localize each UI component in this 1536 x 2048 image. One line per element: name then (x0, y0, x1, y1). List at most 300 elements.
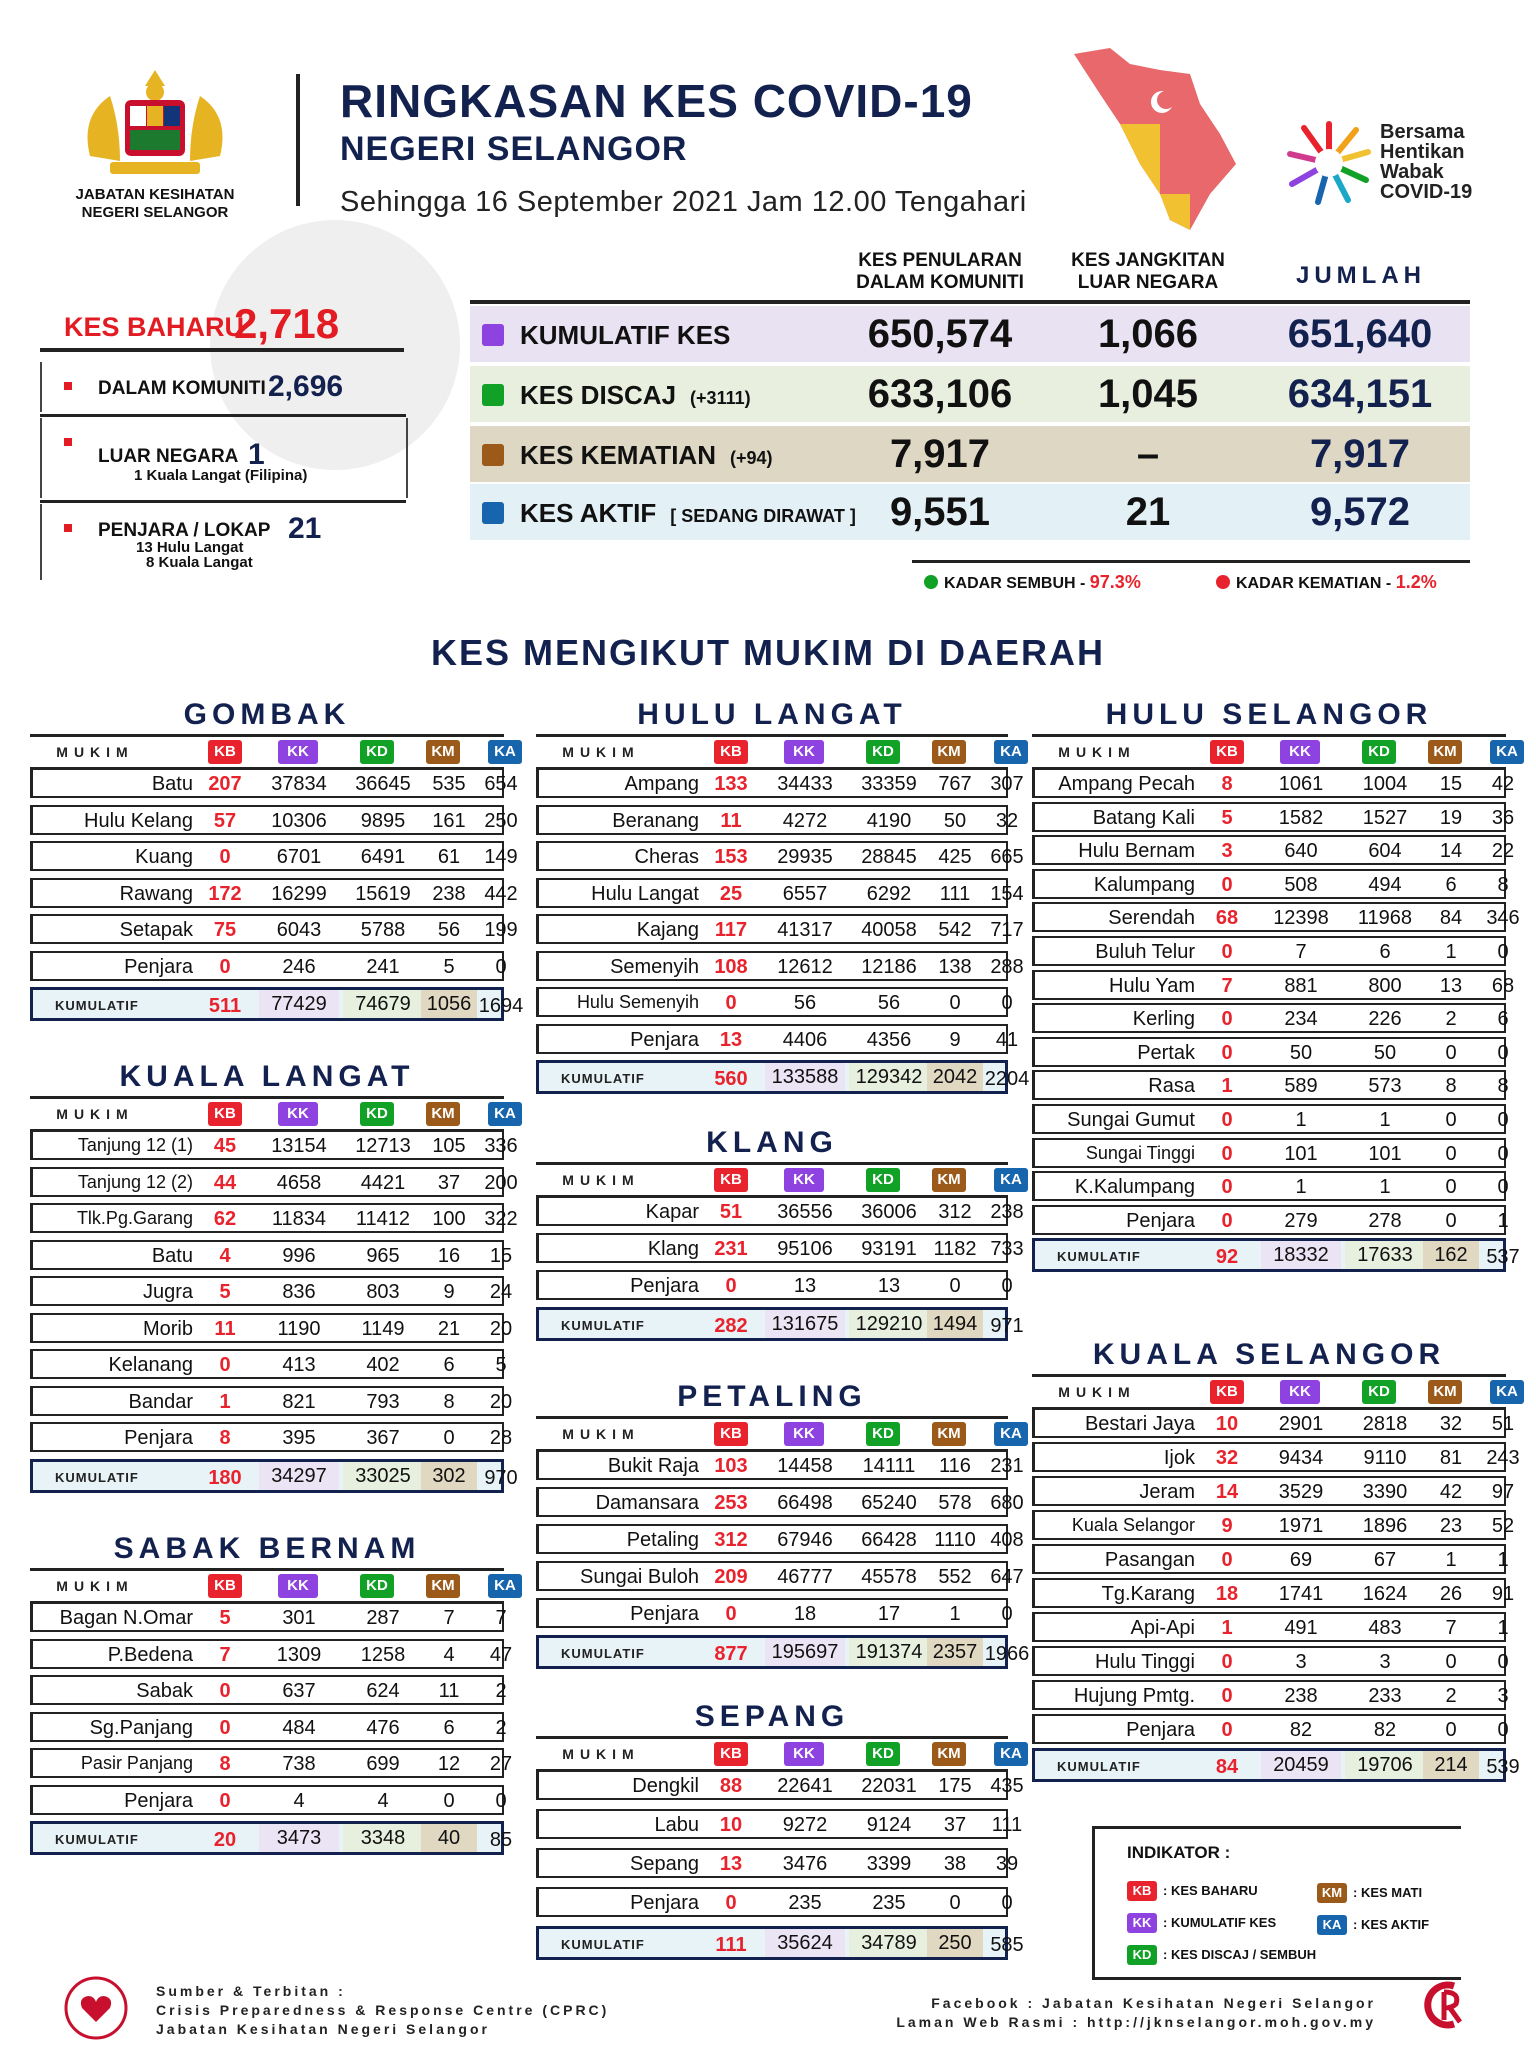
cell-ka: 1 (1497, 1617, 1509, 1639)
cell-kd: 1149 (361, 1317, 405, 1340)
cell-kk: 29935 (777, 846, 833, 868)
new-cases-underline (40, 348, 404, 352)
cell-ka: 2 (495, 1716, 507, 1739)
cumulative-kb: 20 (213, 1829, 237, 1851)
cell-kk: 6043 (276, 919, 322, 941)
table-row (1032, 1714, 1509, 1744)
cell-km: 23 (1439, 1515, 1463, 1537)
cell-kb: 0 (219, 1354, 231, 1376)
table-row (536, 1848, 1019, 1878)
cumulative-kb: 180 (208, 1466, 242, 1489)
cumulative-kd: 34789 (849, 1929, 929, 1957)
table-row (30, 1313, 513, 1343)
mukim-name: Bukit Raja (607, 1455, 699, 1477)
cell-kk: 101 (1284, 1142, 1318, 1165)
cumulative-km: 214 (1423, 1751, 1479, 1779)
table-row (1032, 970, 1515, 1000)
cell-kd: 22031 (861, 1775, 917, 1797)
cell-kd: 50 (1373, 1041, 1397, 1064)
cell-kk: 279 (1284, 1209, 1318, 1232)
cumulative-kb: 111 (715, 1934, 747, 1956)
summary-value-jumlah: 7,917 (1309, 432, 1411, 476)
cumulative-label: KUMULATIF (561, 1646, 645, 1661)
cell-kd: 793 (366, 1390, 400, 1413)
cell-kk: 996 (282, 1244, 316, 1267)
mukim-name: Sabak (136, 1680, 193, 1702)
section-title: KES MENGIKUT MUKIM DI DAERAH (431, 632, 1105, 673)
table-row (1032, 1612, 1509, 1642)
cell-kk: 508 (1284, 873, 1318, 896)
mukim-name: Penjara (630, 1603, 699, 1625)
header-km-badge: KM (1428, 740, 1462, 764)
cumulative-ka: 537 (1486, 1246, 1520, 1269)
cumulative-ka: 539 (1486, 1756, 1520, 1778)
header-ka-badge: KA (1490, 740, 1524, 764)
cumulative-ka: 1694 (478, 995, 524, 1017)
cell-km: 0 (443, 1789, 455, 1812)
campaign-line-2: Hentikan (1380, 141, 1465, 163)
header-kb-badge: KB (714, 740, 748, 764)
cell-ka: 6 (1497, 1008, 1509, 1031)
mukim-name: Petaling (626, 1529, 699, 1551)
mukim-name: Hulu Bernam (1078, 840, 1195, 863)
cell-kk: 246 (282, 955, 316, 978)
table-row (30, 1203, 518, 1233)
cumulative-row (536, 1926, 1024, 1960)
mukim-name: Kuala Selangor (1071, 1515, 1195, 1535)
table-row (536, 768, 1024, 798)
cell-kk: 9272 (782, 1814, 828, 1836)
cell-ka: 0 (1497, 941, 1509, 963)
cumulative-row (1032, 1748, 1520, 1782)
header-kd-badge: KD (1362, 1380, 1396, 1404)
header-kk-badge: KK (1280, 1380, 1320, 1404)
cell-ka: 36 (1491, 806, 1515, 829)
cumulative-row (536, 1307, 1024, 1341)
legend-km-text: : KES MATI (1353, 1885, 1423, 1900)
cell-kb: 0 (1221, 1651, 1233, 1673)
cell-ka: 24 (489, 1281, 513, 1303)
cumulative-label: KUMULATIF (561, 1071, 645, 1086)
cell-kb: 18 (1215, 1583, 1239, 1605)
cell-kb: 25 (719, 882, 743, 905)
cell-kk: 238 (1284, 1685, 1318, 1707)
cell-kd: 1 (1379, 1109, 1391, 1131)
mukim-name: Kapar (645, 1201, 699, 1223)
cumulative-row (30, 987, 524, 1021)
cell-kk: 1 (1295, 1109, 1307, 1131)
cell-kb: 1 (1221, 1075, 1233, 1098)
summary-row (470, 306, 1470, 362)
website-link[interactable]: Laman Web Rasmi : http://jknselangor.moh.gov.my (896, 2014, 1376, 2030)
mukim-name: Penjara (124, 955, 193, 978)
header-kk-badge: KK (1280, 740, 1320, 764)
cell-kd: 226 (1368, 1008, 1402, 1031)
cell-km: 0 (1445, 1142, 1457, 1165)
table-row (536, 914, 1024, 944)
cumulative-row (536, 1635, 1030, 1669)
cell-kd: 6292 (866, 882, 912, 905)
cell-ka: 665 (990, 846, 1024, 868)
death-rate-value: 1.2% (1395, 572, 1437, 592)
cell-km: 56 (437, 919, 461, 941)
cumulative-km: 1056 (421, 990, 477, 1018)
table-row (1032, 869, 1509, 899)
cprc-logo (1416, 1976, 1476, 2036)
mukim-name: Sg.Panjang (89, 1716, 193, 1739)
cumulative-kk: 131675 (765, 1310, 845, 1338)
mukim-name: Hulu Tinggi (1094, 1651, 1195, 1673)
cell-kk: 95106 (777, 1238, 833, 1260)
cell-ka: 346 (1486, 907, 1520, 930)
mukim-name: Jeram (1139, 1481, 1195, 1503)
indicator-square-icon (482, 444, 504, 466)
cell-kk: 1061 (1278, 773, 1324, 795)
cell-kd: 14111 (862, 1455, 916, 1477)
cell-kb: 75 (213, 919, 237, 941)
mukim-name: Sungai Tinggi (1085, 1142, 1195, 1163)
cell-km: 9 (949, 1028, 961, 1051)
district-name: KUALA LANGAT (119, 1060, 415, 1093)
cumulative-label: KUMULATIF (561, 1937, 645, 1952)
header-km-badge: KM (932, 1168, 966, 1192)
cell-ka: 22 (1491, 840, 1515, 863)
cell-kb: 51 (719, 1201, 743, 1223)
cell-kk: 66498 (777, 1492, 833, 1514)
cell-kd: 604 (1368, 840, 1402, 863)
cumulative-row (30, 1821, 513, 1855)
header-kb-badge: KB (714, 1422, 748, 1446)
mukim-name: Setapak (119, 919, 193, 941)
table-header (30, 1568, 516, 1604)
cell-km: 0 (949, 992, 961, 1014)
cell-kd: 3390 (1362, 1481, 1408, 1503)
mukim-name: Pasangan (1104, 1549, 1195, 1571)
cell-ka: 647 (990, 1566, 1024, 1588)
cell-kb: 0 (1221, 1041, 1233, 1064)
cell-kd: 67 (1373, 1549, 1397, 1571)
cell-km: 0 (443, 1427, 455, 1449)
header-kd-badge: KD (866, 1742, 900, 1766)
table-row (30, 805, 518, 835)
cell-km: 16 (437, 1244, 461, 1267)
mukim-name: Tanjung 12 (2) (77, 1171, 193, 1192)
table-row (1032, 1171, 1509, 1201)
cell-ka: 68 (1491, 974, 1515, 997)
cell-km: 5 (443, 955, 455, 978)
cumulative-row (536, 1060, 1030, 1094)
cell-kb: 0 (219, 1680, 231, 1702)
cell-ka: 0 (1497, 1719, 1509, 1741)
table-row (30, 768, 518, 798)
cumulative-kk: 35624 (765, 1929, 845, 1957)
cell-km: 0 (1445, 1651, 1457, 1673)
cell-kd: 1624 (1362, 1583, 1408, 1605)
summary-col-jumlah: JUMLAH (1296, 262, 1426, 289)
mukim-name: Tg.Karang (1101, 1583, 1195, 1605)
cumulative-kk: 133588 (765, 1063, 845, 1091)
cell-km: 0 (949, 1275, 961, 1297)
table-header (1032, 734, 1518, 770)
cell-kk: 3 (1295, 1651, 1307, 1673)
new-cases-label: KES BAHARU (64, 312, 245, 342)
cell-kd: 699 (366, 1753, 400, 1775)
cell-kd: 965 (366, 1244, 400, 1267)
cell-kk: 6557 (782, 882, 828, 905)
legend-kd-text: : KES DISCAJ / SEMBUH (1163, 1947, 1317, 1962)
table-row (30, 841, 518, 871)
header-mukim: MUKIM (562, 1172, 640, 1188)
mukim-name: Cheras (634, 846, 699, 868)
summary-label-text: KES AKTIF (520, 498, 657, 528)
cell-kb: 0 (219, 955, 231, 978)
cell-ka: 47 (489, 1643, 513, 1666)
cell-km: 2 (1445, 1008, 1457, 1031)
cell-ka: 41 (995, 1028, 1019, 1051)
km-badge: KM (1317, 1883, 1347, 1903)
cumulative-kk: 34297 (259, 1462, 339, 1490)
header-kd-badge: KD (866, 1422, 900, 1446)
table-row (1032, 802, 1515, 832)
col-komuniti-line-2: DALAM KOMUNITI (856, 272, 1024, 293)
header-kd-badge: KD (866, 740, 900, 764)
cell-km: 6 (443, 1354, 455, 1376)
cell-kk: 1190 (277, 1317, 321, 1340)
cell-km: 12 (437, 1753, 461, 1775)
cell-kb: 0 (725, 1603, 737, 1625)
cell-km: 8 (443, 1390, 455, 1413)
cell-kb: 0 (1221, 1109, 1233, 1131)
cell-kk: 1741 (1278, 1583, 1324, 1605)
cell-kd: 476 (366, 1716, 400, 1739)
table-row (536, 1598, 1013, 1628)
cell-kd: 3399 (866, 1853, 912, 1875)
table-row (536, 805, 1019, 835)
table-row (1032, 1070, 1509, 1100)
table-row (1032, 1205, 1509, 1235)
cumulative-label: KUMULATIF (55, 998, 139, 1013)
header-kb-badge: KB (208, 740, 242, 764)
summary-row-label (520, 440, 773, 471)
header-km-badge: KM (932, 1742, 966, 1766)
cell-kd: 803 (366, 1281, 400, 1303)
mukim-name: Damansara (595, 1492, 699, 1514)
mukim-name: Penjara (1126, 1719, 1195, 1741)
cell-kb: 0 (725, 992, 737, 1014)
cell-ka: 200 (484, 1171, 518, 1194)
cell-kb: 44 (213, 1171, 237, 1194)
cell-ka: 0 (1497, 1651, 1509, 1673)
table-row (536, 1450, 1024, 1480)
cell-kb: 253 (714, 1492, 748, 1514)
cell-kb: 57 (213, 809, 237, 832)
cell-kk: 491 (1284, 1617, 1318, 1639)
cell-kd: 235 (872, 1892, 906, 1914)
cell-kk: 13 (793, 1275, 817, 1297)
cumulative-kd: 19706 (1345, 1751, 1425, 1779)
table-row (1032, 835, 1515, 865)
cell-kd: 65240 (861, 1492, 917, 1514)
mukim-name: Penjara (630, 1275, 699, 1297)
cell-ka: 52 (1491, 1515, 1515, 1537)
cell-ka: 111 (991, 1814, 1023, 1836)
cell-kb: 0 (1221, 1176, 1233, 1199)
legend-kd (1127, 1945, 1316, 1965)
cell-km: 0 (1445, 1109, 1457, 1131)
cumulative-label: KUMULATIF (55, 1832, 139, 1847)
cell-kd: 483 (1368, 1617, 1402, 1639)
cell-kd: 6 (1379, 941, 1391, 963)
cell-kd: 573 (1368, 1075, 1402, 1098)
cell-kb: 172 (208, 882, 242, 905)
cell-ka: 231 (990, 1455, 1024, 1477)
summary-value-komuniti: 633,106 (867, 372, 1013, 416)
cell-kk: 589 (1284, 1075, 1318, 1098)
mukim-name: Hulu Semenyih (576, 992, 699, 1012)
col-komuniti-line-1: KES PENULARAN (858, 250, 1022, 271)
cell-kb: 231 (714, 1238, 748, 1260)
cell-km: 1 (1445, 941, 1457, 963)
page-title: RINGKASAN KES COVID-19 (340, 75, 973, 127)
cell-kb: 5 (219, 1607, 231, 1629)
community-label: DALAM KOMUNITI (98, 378, 266, 399)
cell-kd: 494 (1368, 873, 1402, 896)
header-kd-badge: KD (866, 1168, 900, 1192)
cell-km: 161 (432, 809, 466, 832)
header-kb-badge: KB (1210, 1380, 1244, 1404)
header-ka-badge: KA (488, 1574, 522, 1598)
cell-km: 578 (938, 1492, 972, 1514)
mukim-name: Ampang (624, 773, 699, 795)
district-name: SEPANG (694, 1700, 850, 1733)
cell-kd: 28845 (861, 846, 917, 868)
summary-label-text: KES DISCAJ (520, 380, 677, 410)
header-kd-badge: KD (1362, 740, 1396, 764)
cell-kk: 11834 (271, 1208, 327, 1230)
header-kd-badge: KD (360, 740, 394, 764)
cell-kd: 1896 (1362, 1515, 1408, 1537)
table-row (536, 1524, 1024, 1554)
mukim-name: Semenyih (610, 955, 699, 978)
table-row (30, 1276, 513, 1306)
cumulative-kb: 84 (1215, 1756, 1239, 1778)
cell-kb: 68 (1215, 907, 1239, 930)
cell-ka: 8 (1497, 1075, 1509, 1098)
mukim-name: Batu (151, 773, 193, 795)
cumulative-km: 1494 (927, 1310, 983, 1338)
mukim-name: Penjara (630, 1892, 699, 1914)
bullet-icon (64, 524, 72, 532)
table-row (536, 1809, 1023, 1839)
cell-km: 100 (432, 1208, 466, 1230)
cell-km: 2 (1445, 1685, 1457, 1707)
mukim-name: Bestari Jaya (1084, 1413, 1195, 1435)
mukim-name: Tanjung 12 (1) (77, 1135, 193, 1155)
rate-line (912, 560, 1470, 563)
cell-kb: 0 (1221, 1209, 1233, 1232)
header-mukim: MUKIM (562, 1426, 640, 1442)
cell-kb: 0 (219, 1716, 231, 1739)
header-kd-badge: KD (360, 1574, 394, 1598)
cell-kk: 4406 (782, 1028, 828, 1051)
bullet-icon (64, 438, 72, 446)
mukim-name: Sungai Buloh (580, 1566, 699, 1588)
district-name: KLANG (706, 1126, 838, 1159)
cell-km: 312 (938, 1201, 972, 1223)
cell-kk: 4 (293, 1789, 305, 1812)
cell-km: 0 (1445, 1209, 1457, 1232)
cell-kb: 0 (1221, 941, 1233, 963)
table-header (536, 1162, 1022, 1198)
header-km-badge: KM (426, 1102, 460, 1126)
cell-km: 116 (939, 1455, 971, 1477)
cumulative-kd: 33025 (343, 1462, 423, 1490)
table-row (1032, 768, 1515, 798)
table-row (1032, 1680, 1509, 1710)
cell-ka: 199 (484, 919, 518, 941)
cumulative-kd: 129342 (849, 1063, 929, 1091)
footer-left-line-2: Crisis Preparedness & Response Centre (CPRC) (156, 2002, 610, 2018)
header-kb-badge: KB (714, 1168, 748, 1192)
cell-ka: 42 (1491, 773, 1515, 795)
cell-km: 0 (1445, 1041, 1457, 1064)
cell-kk: 1971 (1278, 1515, 1324, 1537)
cell-kd: 287 (366, 1607, 400, 1629)
cell-kd: 15619 (355, 882, 411, 905)
facebook-link[interactable]: Facebook : Jabatan Kesihatan Negeri Selangor (931, 1995, 1376, 2011)
cumulative-kb: 282 (714, 1315, 748, 1337)
cell-kd: 12713 (355, 1135, 411, 1157)
cell-kk: 836 (282, 1281, 316, 1303)
cell-kd: 4190 (866, 809, 912, 832)
table-row (1032, 1476, 1515, 1506)
summary-value-komuniti: 7,917 (889, 432, 991, 476)
table-row (30, 1167, 518, 1197)
bullet-icon (64, 382, 72, 390)
legend-kb (1127, 1881, 1258, 1901)
cell-km: 1182 (933, 1238, 977, 1260)
cell-kb: 312 (714, 1529, 748, 1551)
table-row (1032, 1544, 1509, 1574)
cell-kd: 13 (877, 1275, 901, 1297)
cumulative-kb: 92 (1215, 1246, 1239, 1269)
cell-km: 1 (949, 1603, 961, 1625)
cell-kb: 32 (1215, 1447, 1239, 1469)
cumulative-label: KUMULATIF (1057, 1759, 1141, 1774)
cell-km: 0 (1445, 1719, 1457, 1741)
mukim-name: K.Kalumpang (1074, 1176, 1195, 1199)
header-kk-badge: KK (784, 740, 824, 764)
header-kb-badge: KB (208, 1102, 242, 1126)
mukim-name: Kalumpang (1093, 873, 1195, 896)
summary-row (470, 366, 1470, 422)
cell-kk: 1309 (276, 1643, 322, 1666)
summary-row-label (520, 380, 751, 411)
cumulative-label: KUMULATIF (561, 1318, 645, 1333)
mukim-name: Penjara (124, 1427, 193, 1449)
cumulative-label: KUMULATIF (55, 1469, 139, 1485)
cumulative-kk: 3473 (259, 1824, 339, 1852)
new-cases-value: 2,718 (234, 300, 340, 347)
table-header (536, 1736, 1022, 1772)
cell-kb: 11 (214, 1317, 236, 1340)
cell-kk: 14458 (777, 1455, 833, 1477)
new-cases-imported (40, 418, 408, 498)
mukim-name: Hujung Pmtg. (1073, 1685, 1195, 1707)
cell-km: 111 (939, 882, 971, 905)
cell-ka: 20 (489, 1317, 513, 1340)
cell-kb: 117 (714, 919, 748, 941)
